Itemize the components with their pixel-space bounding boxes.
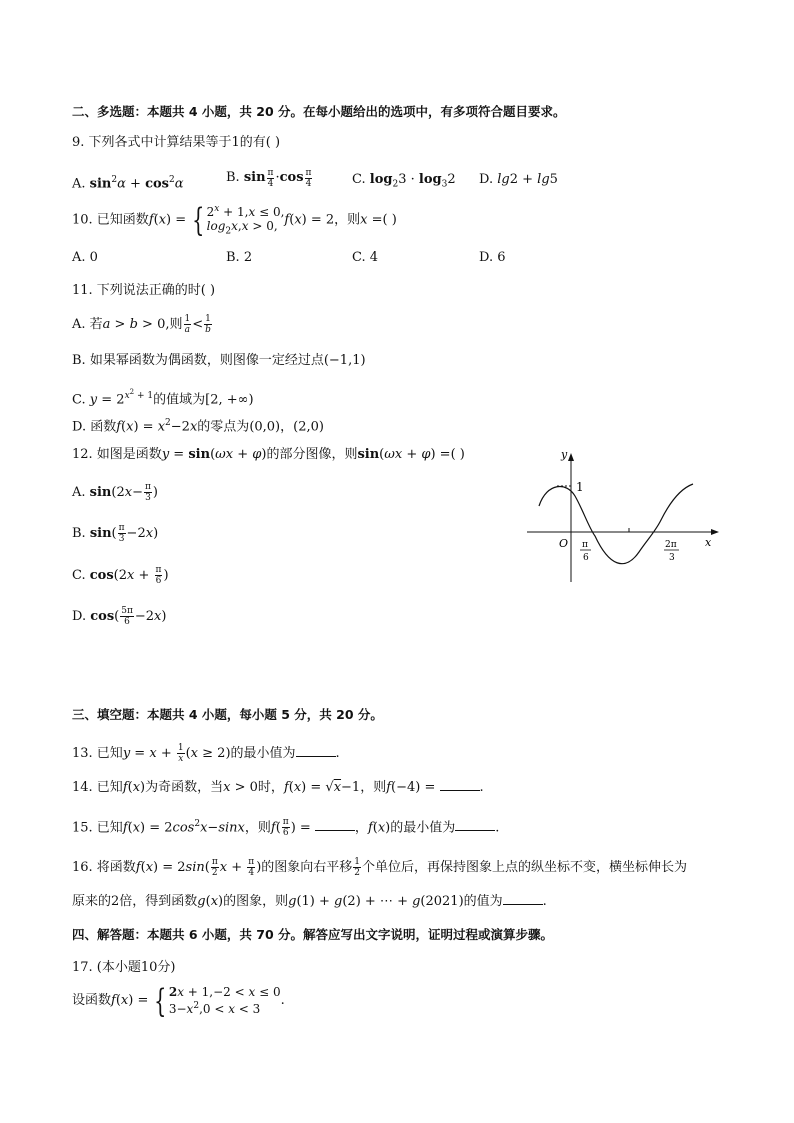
tick-pi-6-den: 6 <box>583 553 589 563</box>
max-value-label: 1 <box>576 480 584 494</box>
q10-option-a[interactable]: A. 0 <box>72 250 98 265</box>
y-label: y <box>561 448 568 461</box>
q12-function-graph <box>527 444 727 586</box>
q17-title: 17. (本小题10分) <box>72 960 176 975</box>
q13-answer-blank[interactable] <box>296 744 336 757</box>
tick-2pi-3-den: 3 <box>669 553 675 563</box>
q11-option-b[interactable]: B. 如果幂函数为偶函数，则图像一定经过点(−1,1) <box>72 353 366 368</box>
q9-option-d[interactable]: D. lg2 + lg5 <box>479 172 558 187</box>
q17-stem: 设函数f(x) = { 2x + 1,−2 < x ≤ 0 $3-x^2,0 < x < 3$ . <box>72 981 285 1020</box>
q15: 15. 已知$f(x) = 2\cos^2x-\sin x$，则f( $\frac{\pi}{6}$ ) = ，f(x)的最小值为 . <box>72 817 500 839</box>
q9-stem: 9. 下列各式中计算结果等于1的有( ) <box>72 135 281 150</box>
section-2-heading: 二、多选题：本题共 4 小题，共 20 分。在每小题给出的选项中，有多项符合题目要求。 <box>72 104 566 119</box>
section-4-heading: 四、解答题：本题共 6 小题，共 70 分。解答应写出文字说明，证明过程或演算步骤。 <box>72 927 554 942</box>
origin-label: O <box>559 537 569 550</box>
tick-pi-6-num: π <box>582 540 588 550</box>
q12-stem: 12. 如图是函数y = sin(ωx + φ)的部分图像，则sin(ωx + φ) =( ) <box>72 447 465 462</box>
q12-option-b[interactable]: B. sin( $\frac{\pi}{3}$ −2x) <box>72 523 159 544</box>
q13: 13. 已知y = x + $\frac{1}{x}$ (x ≥ 2)的最小值为 . <box>72 743 340 764</box>
x-label: x <box>705 536 712 549</box>
q9-option-a[interactable]: A. $\sin^2\alpha + \cos^2\alpha$ <box>72 175 184 192</box>
y-axis-arrow-icon <box>568 453 574 461</box>
q11-option-d[interactable]: D. 函数$f(x) = x^2-2x$的零点为(0,0)，(2,0) <box>72 418 324 435</box>
q10-option-b[interactable]: B. 2 <box>226 250 253 265</box>
q16-answer-blank[interactable] <box>503 892 543 905</box>
q10-option-c[interactable]: C. 4 <box>352 250 379 265</box>
q14-answer-blank[interactable] <box>440 778 480 791</box>
section-3-heading: 三、填空题：本题共 4 小题，每小题 5 分，共 20 分。 <box>72 707 383 722</box>
q14: 14. 已知f(x)为奇函数，当x > 0时，f(x) = √x−1，则f(−4) = . <box>72 780 484 795</box>
q12-option-c[interactable]: C. cos(2x + $\frac{\pi}{6}$ ) <box>72 565 169 586</box>
q12-option-d[interactable]: D. cos( $\frac{5\pi}{6}$ −2x) <box>72 606 167 627</box>
q15-answer-blank-1[interactable] <box>315 818 355 831</box>
q16-line-2: 原来的2倍，得到函数g(x)的图象，则g(1) + g(2) + ⋯ + g(2021)的值为 . <box>72 894 547 909</box>
tick-2pi-3-num: 2π <box>665 540 677 550</box>
q9-option-b[interactable]: B. sin $\frac{\pi}{4}$ ·cos $\frac{\pi}{4}$ <box>226 168 312 189</box>
q11-stem: 11. 下列说法正确的时( ) <box>72 283 216 298</box>
x-axis-arrow-icon <box>711 529 719 535</box>
q10-stem: 10. 已知函数f(x) = { $2^x + 1,x \le 0$, $\log_2x,x > 0$, f(x) = 2，则x =( ) <box>72 201 397 240</box>
q16-line-1: 16. 将函数f(x) = 2sin( $\frac{\pi}{2}$ x + $\frac{\pi}{4}$ )的图象向右平移 $\frac{1}{2}$ 个单位后，再保持图象上点的纵坐标不变，横坐标伸长为 <box>72 857 688 878</box>
sine-curve <box>539 484 693 564</box>
q11-option-a[interactable]: A. 若a > b > 0,则 $\frac{1}{a}$ < $\frac{1}{b}$ <box>72 314 211 335</box>
q9-option-c[interactable]: C. $\log_23 \cdot \log_32$ <box>352 172 456 190</box>
q11-option-c[interactable]: C. $y = 2^{x^2 + 1}$的值域为[2, +∞) <box>72 388 254 408</box>
q10-option-d[interactable]: D. 6 <box>479 250 506 265</box>
q12-option-a[interactable]: A. sin(2x− $\frac{\pi}{3}$ ) <box>72 482 158 503</box>
q15-answer-blank-2[interactable] <box>455 818 495 831</box>
